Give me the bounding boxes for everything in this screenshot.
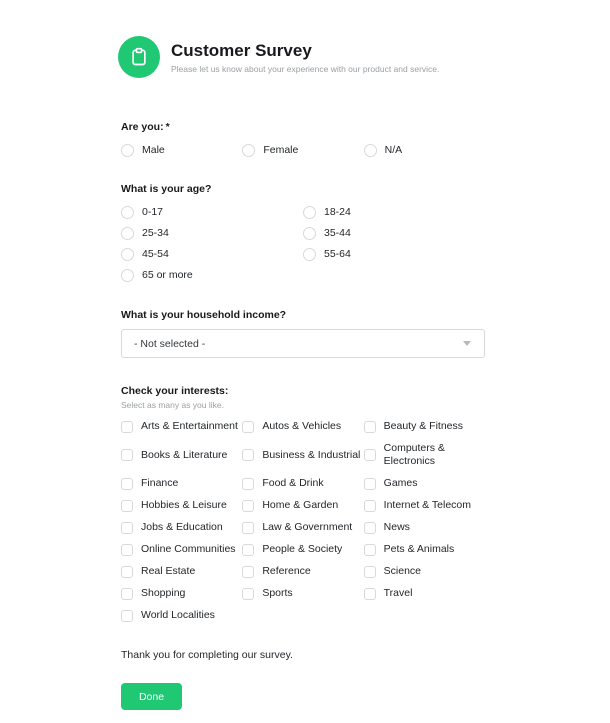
checkbox-option[interactable] xyxy=(364,565,485,578)
checkbox-icon[interactable] xyxy=(121,588,133,600)
option-label: World Localities xyxy=(141,609,215,621)
option-label: Home & Garden xyxy=(262,499,339,511)
checkbox-option[interactable] xyxy=(121,477,242,490)
checkbox-option[interactable] xyxy=(242,543,363,556)
option-label: Games xyxy=(383,477,418,489)
age-options xyxy=(121,206,485,282)
option-label: Shopping xyxy=(141,587,186,599)
checkbox-option[interactable] xyxy=(364,477,485,490)
survey-header xyxy=(118,36,485,78)
question-gender-title-text: Are you: xyxy=(121,121,164,133)
option-label: Law & Government xyxy=(262,521,353,533)
option-label: Pets & Animals xyxy=(383,543,455,555)
radio-option-35-44[interactable] xyxy=(303,227,485,240)
checkbox-option[interactable] xyxy=(242,565,363,578)
chevron-down-icon xyxy=(463,341,471,346)
checkbox-icon[interactable] xyxy=(364,588,376,600)
radio-option-na[interactable] xyxy=(364,144,485,157)
checkbox-option[interactable] xyxy=(121,499,242,512)
checkbox-icon[interactable] xyxy=(242,522,254,534)
option-label: Beauty & Fitness xyxy=(383,420,464,432)
checkbox-option[interactable] xyxy=(121,609,242,622)
option-label: 65 or more xyxy=(142,269,193,281)
checkbox-option[interactable] xyxy=(121,565,242,578)
question-gender xyxy=(121,121,485,157)
radio-option-male[interactable] xyxy=(121,144,242,157)
checkbox-icon[interactable] xyxy=(364,500,376,512)
radio-icon[interactable] xyxy=(242,144,255,157)
option-label: Internet & Telecom xyxy=(383,499,472,511)
radio-option-female[interactable] xyxy=(242,144,363,157)
gender-options xyxy=(121,144,485,157)
radio-icon[interactable] xyxy=(121,144,134,157)
question-age xyxy=(121,183,485,282)
checkbox-icon[interactable] xyxy=(242,566,254,578)
radio-icon[interactable] xyxy=(364,144,377,157)
checkbox-option[interactable] xyxy=(242,587,363,600)
question-gender-title xyxy=(121,121,485,133)
checkbox-option[interactable] xyxy=(121,543,242,556)
checkbox-icon[interactable] xyxy=(121,544,133,556)
checkbox-option[interactable] xyxy=(121,521,242,534)
income-select[interactable] xyxy=(121,329,485,358)
option-label: Real Estate xyxy=(141,565,196,577)
question-interests-title: Check your interests: xyxy=(121,385,229,397)
option-label: Reference xyxy=(262,565,311,577)
checkbox-icon[interactable] xyxy=(242,588,254,600)
radio-option-65-or-more[interactable] xyxy=(121,269,303,282)
checkbox-option[interactable] xyxy=(242,521,363,534)
page-subtitle: Please let us know about your experience with our product and service. xyxy=(171,63,440,74)
checkbox-icon[interactable] xyxy=(364,544,376,556)
option-label: Online Communities xyxy=(141,543,236,555)
checkbox-icon[interactable] xyxy=(121,522,133,534)
checkbox-option[interactable] xyxy=(364,543,485,556)
question-interests xyxy=(121,385,485,622)
option-label: 25-34 xyxy=(142,227,169,239)
checkbox-icon[interactable] xyxy=(121,500,133,512)
required-mark: * xyxy=(165,121,170,133)
checkbox-icon[interactable] xyxy=(364,449,376,461)
option-label: Female xyxy=(263,144,299,156)
checkbox-icon[interactable] xyxy=(242,500,254,512)
option-label: Autos & Vehicles xyxy=(262,420,342,432)
checkbox-option[interactable] xyxy=(242,442,363,468)
checkbox-option[interactable] xyxy=(242,499,363,512)
option-label: 18-24 xyxy=(324,206,351,218)
option-label: Jobs & Education xyxy=(141,521,223,533)
checkbox-icon[interactable] xyxy=(242,449,254,461)
option-label: Books & Literature xyxy=(141,448,228,461)
radio-option-18-24[interactable] xyxy=(303,206,485,219)
checkbox-option[interactable] xyxy=(364,587,485,600)
radio-icon[interactable] xyxy=(121,206,134,219)
option-label: People & Society xyxy=(262,543,343,555)
checkbox-option[interactable] xyxy=(242,420,363,433)
interests-options xyxy=(121,420,485,622)
checkbox-option[interactable] xyxy=(364,420,485,433)
option-label: Hobbies & Leisure xyxy=(141,499,227,511)
radio-option-0-17[interactable] xyxy=(121,206,303,219)
checkbox-icon[interactable] xyxy=(121,478,133,490)
option-label: Food & Drink xyxy=(262,477,324,489)
survey-form xyxy=(121,36,485,710)
income-select-value: - Not selected - xyxy=(134,337,206,350)
option-label: Finance xyxy=(141,477,179,489)
radio-icon[interactable] xyxy=(303,248,316,261)
clipboard-icon xyxy=(129,47,149,67)
checkbox-icon[interactable] xyxy=(364,566,376,578)
question-income-title: What is your household income? xyxy=(121,309,287,321)
option-label: 35-44 xyxy=(324,227,351,239)
option-label: Science xyxy=(383,565,422,577)
option-label: N/A xyxy=(384,144,403,156)
radio-icon[interactable] xyxy=(303,206,316,219)
checkbox-icon[interactable] xyxy=(364,522,376,534)
checkbox-option[interactable] xyxy=(364,442,485,468)
radio-icon[interactable] xyxy=(303,227,316,240)
question-income xyxy=(121,309,485,358)
option-label: News xyxy=(383,521,410,533)
option-label: Sports xyxy=(262,587,293,599)
radio-icon[interactable] xyxy=(121,269,134,282)
question-interests-description: Select as many as you like. xyxy=(121,400,224,410)
header-text xyxy=(171,41,439,74)
checkbox-icon[interactable] xyxy=(242,421,254,433)
checkbox-icon[interactable] xyxy=(364,478,376,490)
checkbox-option[interactable] xyxy=(121,442,242,468)
checkbox-icon[interactable] xyxy=(242,478,254,490)
checkbox-icon[interactable] xyxy=(121,610,133,622)
option-label: Business & Industrial xyxy=(262,448,361,461)
question-age-title: What is your age? xyxy=(121,183,212,195)
checkbox-icon[interactable] xyxy=(121,421,133,433)
checkbox-icon[interactable] xyxy=(242,544,254,556)
radio-option-45-54[interactable] xyxy=(121,248,303,261)
checkbox-icon[interactable] xyxy=(364,421,376,433)
option-label: Computers & Electronics xyxy=(383,442,445,467)
checkbox-option[interactable] xyxy=(364,499,485,512)
option-label: Arts & Entertainment xyxy=(141,420,238,432)
radio-option-55-64[interactable] xyxy=(303,248,485,261)
option-label: Male xyxy=(142,144,165,156)
option-label: 45-54 xyxy=(142,248,169,260)
radio-option-25-34[interactable] xyxy=(121,227,303,240)
radio-icon[interactable] xyxy=(121,227,134,240)
option-label: Travel xyxy=(383,587,413,599)
checkbox-icon[interactable] xyxy=(121,449,133,461)
page-title: Customer Survey xyxy=(171,40,312,60)
thank-you-text: Thank you for completing our survey. xyxy=(121,649,293,661)
survey-logo xyxy=(118,36,160,78)
checkbox-icon[interactable] xyxy=(121,566,133,578)
checkbox-option[interactable] xyxy=(242,477,363,490)
checkbox-option[interactable] xyxy=(364,521,485,534)
checkbox-option[interactable] xyxy=(121,420,242,433)
radio-icon[interactable] xyxy=(121,248,134,261)
done-button[interactable]: Done xyxy=(121,683,182,710)
option-label: 55-64 xyxy=(324,248,351,260)
option-label: 0-17 xyxy=(142,206,164,218)
checkbox-option[interactable] xyxy=(121,587,242,600)
